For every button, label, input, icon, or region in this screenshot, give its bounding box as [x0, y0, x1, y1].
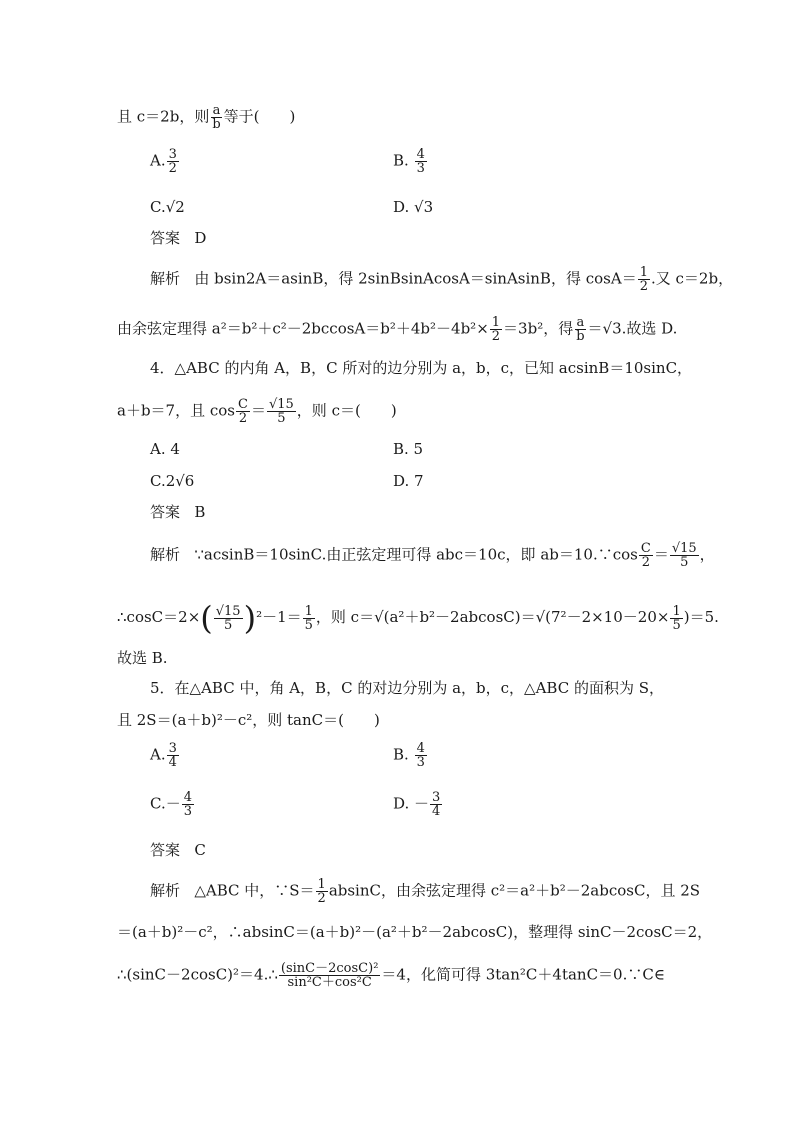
analysis-text: ，则 c＝√(a²＋b²－2abcosC)＝√(7²－2×10－20×	[315, 608, 670, 626]
stem-text: a＋b＝7，且 cos	[117, 401, 235, 420]
p5-option-c	[150, 791, 195, 818]
p5-analysis-line3	[117, 962, 665, 989]
analysis-fraction	[303, 605, 315, 632]
opt-fraction	[182, 791, 194, 818]
frac-den: 5	[304, 617, 313, 633]
analysis-text: ²－1＝	[256, 608, 302, 626]
opt-fraction	[415, 742, 427, 769]
frac-num: 3	[168, 741, 177, 756]
p4-stem-line2	[117, 398, 397, 425]
frac-num: C	[640, 541, 651, 556]
analysis-fraction	[490, 316, 502, 343]
analysis-label: 解析	[150, 881, 181, 900]
frac-den: 3	[183, 804, 192, 819]
analysis-label: 解析	[150, 269, 181, 288]
frac-num: a	[576, 315, 585, 330]
analysis-fraction	[638, 266, 650, 293]
analysis-label: 解析	[150, 545, 181, 564]
analysis-fraction	[639, 542, 653, 569]
frac-num: 3	[168, 147, 177, 162]
analysis-text: .又 c＝2b，	[650, 269, 734, 288]
opt-prefix: A.	[150, 745, 166, 764]
frac-den: 3	[416, 755, 425, 770]
opt-prefix: A.	[150, 151, 166, 170]
p4-option-d: D. 7	[393, 472, 424, 490]
p1-analysis-line2	[117, 316, 677, 343]
analysis-text: 由 bsin2A＝asinB，得 2sinBsinAcosA＝sinAsinB，得 cosA＝	[194, 269, 637, 288]
p4-analysis-line1	[150, 542, 715, 569]
frac-den: 2	[168, 161, 177, 176]
frac-num: a	[212, 103, 221, 118]
p5-answer	[150, 840, 206, 860]
frac-num: 4	[416, 147, 425, 162]
analysis-text: ∴cosC＝2×	[117, 608, 201, 626]
frac-num: C	[238, 397, 248, 412]
analysis-text: △ABC 中，∵S＝	[194, 881, 315, 900]
p5-analysis-line2: ＝(a＋b)²－c²，∴absinC＝(a＋b)²－(a²＋b²－2abcosC)，整理得 sinC－2cosC＝2，	[117, 923, 713, 941]
opt-prefix: B.	[393, 151, 409, 170]
analysis-text: ＝3b²，得	[503, 319, 574, 338]
frac-den: 2	[317, 891, 326, 906]
answer-value: D	[194, 229, 207, 247]
bracket-left: (	[200, 599, 213, 637]
p5-stem-line2: 且 2S＝(a＋b)²－c²，则 tanC＝( )	[117, 711, 380, 729]
opt-prefix: B.	[393, 745, 409, 764]
frac-den: 2	[641, 555, 650, 570]
p5-option-b	[393, 742, 428, 769]
p5-option-d	[393, 791, 443, 818]
frac-num: 1	[304, 603, 313, 619]
analysis-text: ，	[699, 545, 715, 564]
p1-option-c: C.√2	[150, 198, 185, 216]
analysis-fraction	[670, 605, 682, 632]
analysis-fraction	[574, 316, 586, 343]
analysis-fraction	[279, 962, 381, 989]
stem-text: ＝	[250, 401, 266, 420]
p1-option-a	[150, 148, 180, 175]
analysis-text: ∵acsinB＝10sinC.由正弦定理可得 abc＝10c，即 ab＝10.∵cos	[194, 545, 638, 564]
frac-den: 5	[672, 617, 681, 633]
analysis-fraction	[214, 605, 243, 632]
frac-num: 1	[491, 315, 501, 330]
frac-den: 4	[168, 755, 177, 770]
p4-option-a: A. 4	[150, 440, 180, 458]
analysis-text: )＝5.	[683, 608, 719, 626]
answer-label: 答案	[150, 841, 181, 859]
frac-num: √15	[268, 397, 294, 412]
analysis-text: ＝	[653, 545, 669, 564]
analysis-text: 由余弦定理得 a²＝b²＋c²－2bccosA＝b²＋4b²－4b²×	[117, 319, 489, 338]
opt-prefix: C.－	[150, 794, 181, 813]
p1-stem-fraction	[210, 104, 222, 131]
p1-answer	[150, 228, 206, 248]
stem-fraction	[267, 398, 296, 425]
analysis-fraction	[670, 542, 699, 569]
p4-answer	[150, 502, 205, 522]
answer-label: 答案	[150, 503, 181, 521]
frac-num: 1	[639, 265, 648, 280]
opt-prefix: D. －	[393, 794, 430, 813]
frac-den: 3	[416, 161, 425, 176]
frac-num: 1	[672, 603, 681, 619]
p1-stem-text-b: 等于( )	[223, 107, 296, 126]
opt-fraction	[415, 148, 427, 175]
frac-den: 2	[639, 279, 648, 294]
frac-den: b	[212, 117, 221, 132]
frac-den: 2	[491, 329, 501, 344]
frac-num: 1	[317, 877, 326, 892]
frac-den: 5	[224, 617, 233, 633]
frac-den: sin²C＋cos²C	[287, 975, 372, 990]
frac-den: 5	[680, 555, 689, 570]
frac-num: 4	[416, 741, 425, 756]
answer-value: B	[194, 503, 206, 521]
p4-stem-line1: 4．△ABC 的内角 A，B，C 所对的边分别为 a，b，c，已知 acsinB＝10sinC，	[150, 359, 693, 377]
p5-stem-line1: 5．在△ABC 中，角 A，B，C 的对边分别为 a，b，c，△ABC 的面积为 S，	[150, 679, 665, 697]
analysis-fraction	[316, 878, 328, 905]
answer-value: C	[194, 841, 206, 859]
answer-label: 答案	[150, 229, 181, 247]
frac-num: 3	[432, 790, 441, 805]
p1-stem-text-a: 且 c＝2b，则	[117, 107, 210, 126]
stem-fraction	[236, 398, 250, 425]
frac-num: (sinC－2cosC)²	[280, 961, 379, 976]
analysis-text: ＝4，化简可得 3tan²C＋4tanC＝0.∵C∈	[381, 965, 665, 984]
p4-option-b: B. 5	[393, 440, 424, 458]
analysis-text: ∴(sinC－2cosC)²＝4.∴	[117, 965, 278, 984]
frac-den: 4	[432, 804, 441, 819]
analysis-text: absinC，由余弦定理得 c²＝a²＋b²－2abcosC，且 2S	[328, 881, 701, 900]
frac-den: b	[576, 329, 585, 344]
opt-fraction	[167, 148, 179, 175]
p5-analysis-line1	[150, 878, 700, 905]
frac-num: 4	[183, 790, 192, 805]
p5-option-a	[150, 742, 180, 769]
frac-num: √15	[671, 541, 697, 556]
frac-num: √15	[215, 603, 241, 619]
p4-option-c: C.2√6	[150, 472, 195, 490]
opt-fraction	[430, 791, 442, 818]
p4-analysis-line3: 故选 B.	[117, 649, 168, 667]
bracket-right: )	[243, 599, 257, 637]
p4-analysis-line2	[117, 599, 719, 637]
p1-option-d: D. √3	[393, 198, 434, 216]
p1-option-b	[393, 148, 428, 175]
opt-fraction	[167, 742, 179, 769]
frac-den: 2	[238, 411, 248, 426]
analysis-text: ＝√3.故选 D.	[587, 319, 678, 338]
frac-den: 5	[277, 411, 286, 426]
p1-stem	[117, 104, 295, 131]
p1-analysis-line1	[150, 266, 733, 293]
stem-text: ，则 c＝( )	[296, 401, 397, 420]
